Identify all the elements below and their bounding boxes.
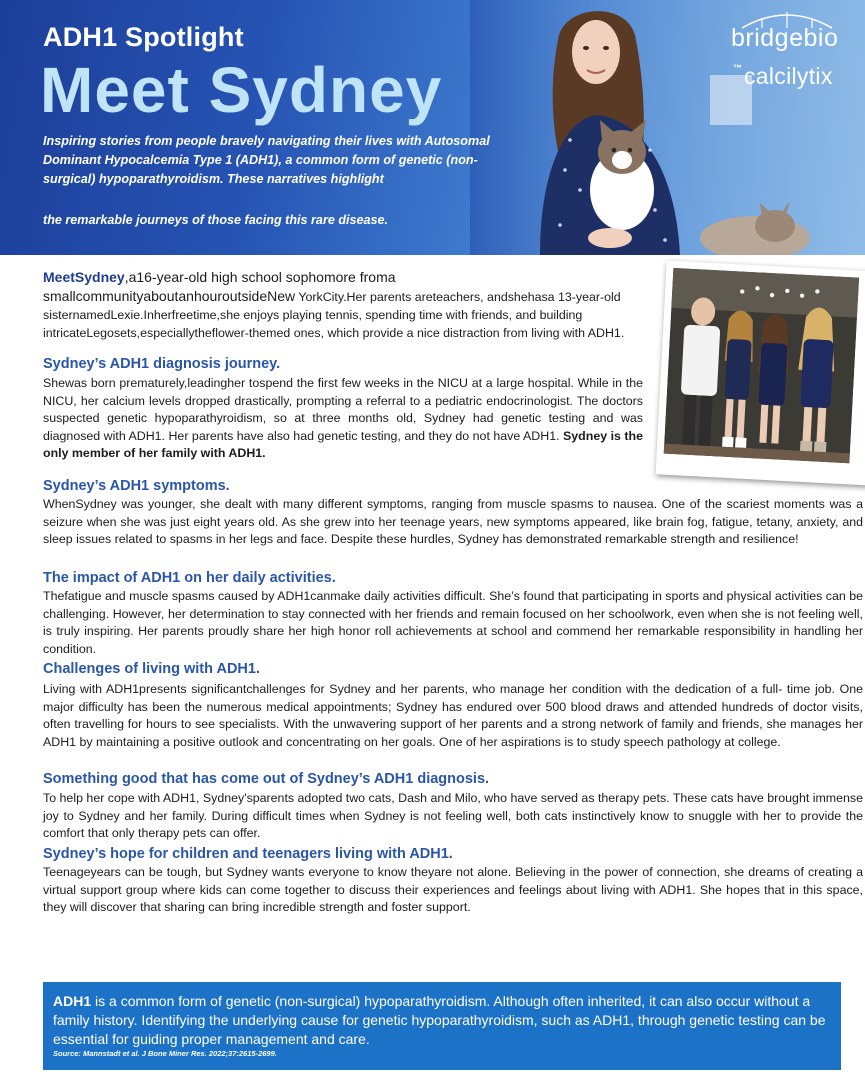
calcilytix-logo: calcilytix [744, 63, 833, 89]
definition-source: Source: Mannstadt et al. J Bone Miner Res. 2022;37:2615-2699. [53, 1049, 277, 1058]
calcilytix-mark-icon: ™ [733, 63, 742, 73]
section-body-symptoms: WhenSydney was younger, she dealt with many different symptoms, ranging from muscle spasms to nausea. One of the scariest moments was a seizure when she was just eight years old. As she grew into her teenage years, new symptoms appeared, like brain fog, fatigue, tetany, anxiety, and sleep issues related to spasms in her legs and face. Despite these hurdles, Sydney has demonstrated remarkable strength and resilience! [43, 497, 863, 546]
spotlight-header [0, 0, 865, 255]
section-body-challenges: Living with ADH1presents significantchallenges for Sydney and her parents, who manage her condition with the dedication of a full- time job. One major difficulty has been the numerous medical appointments; Sydney has endured over 500 blood draws and attended hundreds of doctor visits, often travelling for hours to see specialists. With the unwavering support of her parents and a strong network of family and friends, she manages her ADH1 by maintaining a positive outlook and concentrating on her goals. One of her aspirations is to study speech pathology at college. [43, 682, 863, 749]
definition-term: ADH1 [53, 993, 92, 1009]
section-title-something-good: Something good that has come out of Sydney’s ADH1 diagnosis. [43, 771, 490, 787]
definition-text [53, 992, 831, 1049]
family-photo [656, 261, 865, 486]
lead-first-line: ,a16-year-old high school sophomore froma smallcommunityaboutanhouroutsideNew [43, 269, 396, 304]
intro-text-continued: the remarkable journeys of those facing this rare disease. [43, 213, 389, 227]
definition-body: is a common form of genetic (non-surgical) hypoparathyroidism. Although often inherited, it can also occur without a family history. Identifying the underlying cause for genetic hypoparathyroidism, such as ADH1, through genetic testing can be essential for guiding proper management and care. [53, 993, 826, 1047]
section-body-diagnosis-text: Shewas born prematurely,leadingher tospend the first few weeks in the NICU at a large hospital. While in the NICU, her calcium levels dropped drastically, prompting a referral to a pediatric endocrinologist. The doctors suspected genetic hypoparathyroidism, so at three months old, Sydney had genetic testing and was diagnosed with ADH1. Her parents have also had genetic testing, and they do not have ADH1. [43, 376, 643, 443]
section-title-diagnosis: Sydney’s ADH1 diagnosis journey. [43, 356, 281, 372]
lead-rest: YorkCity.Her parents areteachers, andshehasa 13-year-old sisternamedLexie.Inherfreetime,she enjoys playing tennis, spending time with friends, and building intricateLegosets,especiallytheflower-themed ones, which provide a nice distraction from living with ADH1. [43, 290, 625, 340]
section-body-hope: Teenageyears can be tough, but Sydney wants everyone to know theyare not alone. Believing in the power of connection, she dreams of creating a virtual support group where kids can come together to discuss their experiences and feelings about living with ADH1. She hopes that in this space, they will discover that sharing can bring incredible strength and foster support. [43, 865, 863, 914]
section-body-diagnosis-bold: Sydney is the only member of her family with ADH1. [43, 428, 643, 460]
intro-text: Inspiring stories from people bravely navigating their lives with Autosomal Dominant Hypocalcemia Type 1 (ADH1), a common form of genetic (non-surgical) hypoparathyroidism. These narratives highlight [43, 134, 490, 186]
section-body-daily-activities: Thefatigue and muscle spasms caused by ADH1canmake daily activities difficult. She’s found that participating in sports and physical activities can be challenging. However, her determination to stay connected with her friends and remain focused on her schoolwork, even when she is not feeling well, is truly inspiring. Her parents proudly share her high honor roll achievements at school and commend her remarkable responsibility in handling her condition. [43, 589, 863, 656]
lead-paragraph [43, 268, 643, 342]
page-title: Meet Sydney [40, 54, 443, 126]
section-body-diagnosis [43, 375, 643, 463]
section-title-daily-activities: The impact of ADH1 on her daily activities. [43, 570, 336, 586]
lead-name: MeetSydney [43, 269, 125, 285]
section-body-something-good: To help her cope with ADH1, Sydney'sparents adopted two cats, Dash and Milo, who have served as therapy pets. These cats have brought immense joy to Sydney and her family. During difficult times when Sydney is not feeling well, both cats instinctively know to snuggle with her to provide the comfort that only therapy pets can offer. [43, 791, 863, 840]
section-title-symptoms: Sydney’s ADH1 symptoms. [43, 478, 230, 494]
bridgebio-logo: bridgebio [731, 24, 839, 52]
spotlight-eyebrow: ADH1 Spotlight [43, 22, 244, 52]
section-title-challenges: Challenges of living with ADH1. [43, 661, 260, 677]
section-title-hope: Sydney’s hope for children and teenagers living with ADH1. [43, 846, 453, 862]
adh1-definition-box [43, 982, 841, 1070]
